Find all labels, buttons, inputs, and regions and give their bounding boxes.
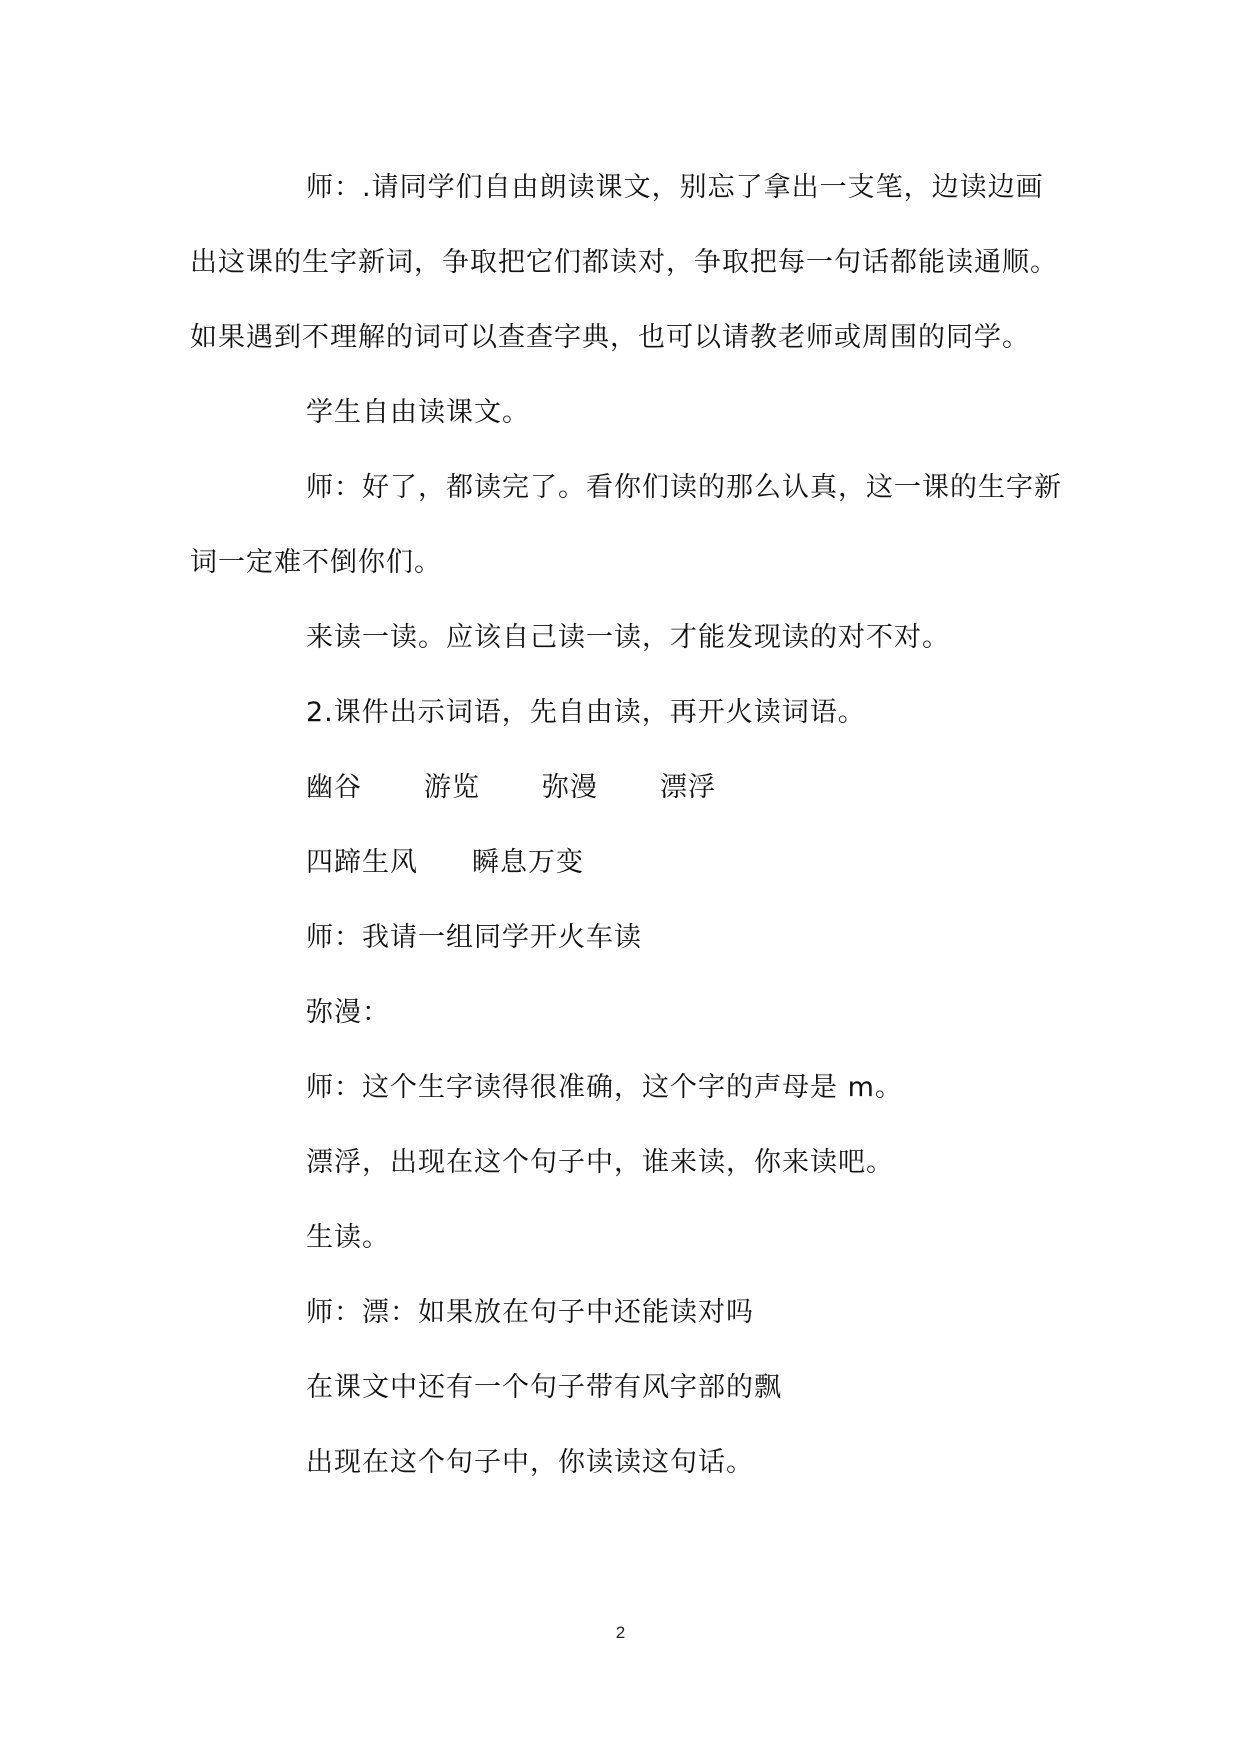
paragraph-show-words: 2.课件出示词语，先自由读，再开火读词语。 xyxy=(306,697,866,728)
word-item: 幽谷 xyxy=(306,772,362,803)
paragraph-students-read: 学生自由读课文。 xyxy=(306,397,530,428)
paragraph-initial-m: 师：这个生字读得很准确，这个字的声母是 m。 xyxy=(306,1072,903,1103)
word-item: 漂浮 xyxy=(660,772,716,803)
word-row-2 xyxy=(190,825,1070,900)
paragraph-piaofu-sentence: 漂浮，出现在这个句子中，谁来读，你来读吧。 xyxy=(306,1147,894,1178)
word-item: 瞬息万变 xyxy=(472,847,584,878)
word-item: 四蹄生风 xyxy=(306,847,418,878)
paragraph-read-sentence: 出现在这个句子中，你读读这句话。 xyxy=(306,1447,754,1478)
paragraph-train-reading: 师：我请一组同学开火车读 xyxy=(306,922,642,953)
paragraph-teacher-instruction: 师：.请同学们自由朗读课文，别忘了拿出一支笔，边读边画出这课的生字新词，争取把它们都读对，争取把每一句话都能读通顺。如果遇到不理解的词可以查查字典，也可以请教老师或周围的同学。 xyxy=(190,172,1058,353)
paragraph-teacher-praise: 师：好了，都读完了。看你们读的那么认真，这一课的生字新词一定难不倒你们。 xyxy=(190,472,1062,578)
word-row-1 xyxy=(190,750,1070,825)
document-body xyxy=(190,150,1070,1500)
word-item: 游览 xyxy=(424,772,480,803)
paragraph-miman: 弥漫： xyxy=(306,997,390,1028)
paragraph-student-reads: 生读。 xyxy=(306,1222,390,1253)
paragraph-wind-radical: 在课文中还有一个句子带有风字部的飘 xyxy=(306,1372,782,1403)
paragraph-read-together: 来读一读。应该自己读一读，才能发现读的对不对。 xyxy=(306,622,950,653)
page-number: 2 xyxy=(615,1623,626,1642)
word-item: 弥漫 xyxy=(542,772,598,803)
paragraph-piao-question: 师：漂：如果放在句子中还能读对吗 xyxy=(306,1297,754,1328)
